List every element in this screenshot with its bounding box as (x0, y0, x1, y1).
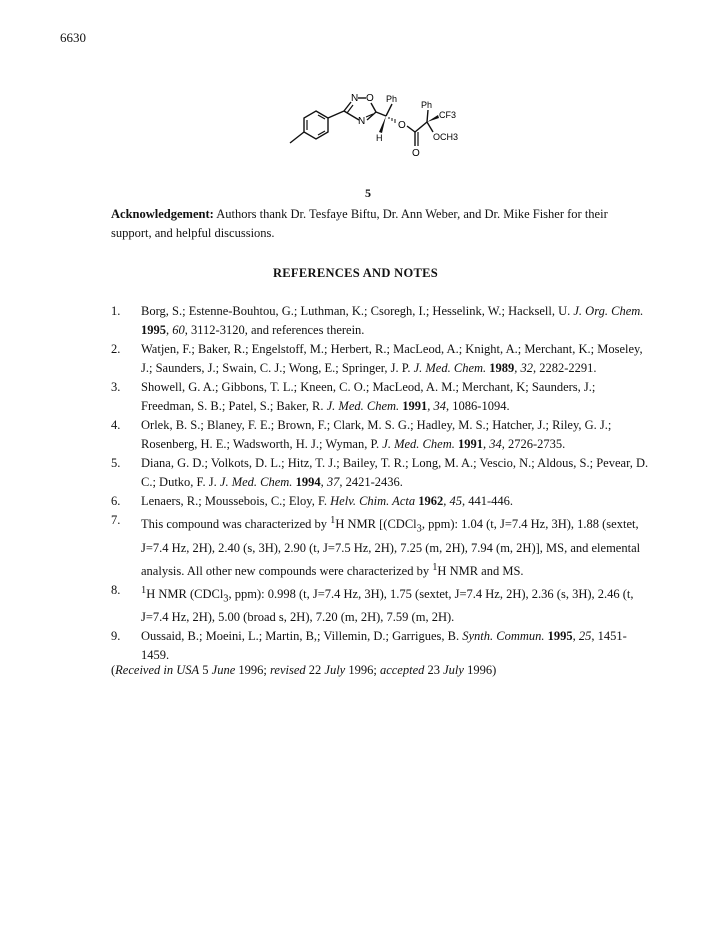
ref-number: 5. (111, 456, 121, 470)
methyl-bond (290, 132, 304, 143)
reference-8: 8. $^1$H NMR (CDCl$_3$, ppm): 0.998 (t, J=7.4 Hz, 3H), 1.75 (sextet, J=7.4 Hz, 2H), 2.36 (s, 3H), 2.46 (t, J=7.4 Hz, 2H), 5.00 (broad s, 2H), 7.20 (m, 2H), 7.59 (m, 2H). (111, 582, 634, 625)
ref-number: 1. (111, 304, 121, 318)
atom-n1: N (351, 93, 359, 104)
compound-number: 5 (365, 186, 371, 200)
references-heading: REFERENCES AND NOTES (272, 266, 439, 280)
ref-number: 3. (111, 380, 121, 394)
reference-3: 3. Showell, G. A.; Gibbons, T. L.; Kneen, C. O.; MacLeod, A. M.; Merchant, K; Saunders, J.; Freedman, S. B.; Patel, S.; Baker, R. J. Med. Chem. 1991, 34, 1086-1094. (111, 380, 596, 413)
toluene-ring (304, 111, 328, 139)
hashed-bond (389, 117, 395, 123)
atom-ph1: Ph (386, 94, 398, 104)
wedge-bond-cf3 (427, 115, 439, 122)
atom-h: H (376, 133, 383, 143)
ref-number: 7. (111, 513, 121, 527)
reference-5: 5. Diana, G. D.; Volkots, D. L.; Hitz, T. J.; Bailey, T. R.; Long, M. A.; Vescio, N.; Aldous, S.; Pevear, D. C.; Dutko, F. J. J. Med. Chem. 1994, 37, 2421-2436. (111, 456, 649, 489)
reference-7: 7. This compound was characterized by $^1$H NMR [(CDCl$_3$, ppm): 1.04 (t, J=7.4 Hz, 3H), 1.88 (sextet, J=7.4 Hz, 2H), 2.40 (s, 3H), 2.90 (t, J=7.5 Hz, 2H), 7.25 (m, 2H), 7.94 (m, 2H)], MS, and elemental analysis. All other new compounds were characterized by $^1$H NMR and MS. (111, 513, 641, 578)
acknowledgement-text: Authors thank Dr. Tesfaye Biftu, Dr. Ann Weber, and Dr. Mike Fisher for their support, and helpful discussions. (111, 207, 608, 240)
reference-1: 1. Borg, S.; Estenne-Bouhtou, G.; Luthman, K.; Csoregh, I.; Hesselink, W.; Hacksell, U. J. Org. Chem. 1995, 60, 3112-3120, and references therein. (111, 304, 644, 337)
wedge-bond (379, 116, 386, 133)
reference-4: 4. Orlek, B. S.; Blaney, F. E.; Brown, F.; Clark, M. S. G.; Hadley, M. S.; Hatcher, J.; Riley, G. J.; Rosenberg, H. E.; Wadsworth, H. J.; Wyman, P. J. Med. Chem. 1991, 34, 2726-2735. (111, 418, 612, 451)
page-number: 6630 (60, 30, 86, 45)
acknowledgement (111, 205, 631, 243)
atom-ph2: Ph (421, 100, 433, 110)
atom-och3: OCH3 (433, 132, 459, 142)
ref-number: 2. (111, 342, 121, 356)
atom-cf3: CF3 (439, 110, 457, 120)
received-dates: (Received in USA 5 June 1996; revised 22 July 1996; accepted 23 July 1996) (111, 663, 497, 677)
ref-number: 6. (111, 494, 121, 508)
ref-number: 9. (111, 629, 121, 644)
atom-n2: N (358, 116, 366, 127)
reference-9: 9. Oussaid, B.; Moeini, L.; Martin, B,; Villemin, D.; Garrigues, B. Synth. Commun. 1995, 25, 1451-1459. (111, 629, 627, 663)
chemical-structure (278, 88, 488, 178)
reference-2: 2. Watjen, F.; Baker, R.; Engelstoff, M.; Herbert, R.; MacLeod, A.; Knight, A.; Merchant, K.; Moseley, J.; Saunders, J.; Swain, C. J.; Wong, E.; Springer, J. P. J. Med. Chem. 1989, 32, 2282-2291. (111, 342, 643, 375)
atom-o1: O (366, 93, 374, 104)
ref-number: 4. (111, 418, 121, 432)
references-list (111, 302, 651, 665)
atom-o-carbonyl: O (412, 148, 420, 159)
reference-6: 6. Lenaers, R.; Moussebois, C.; Eloy, F. Helv. Chim. Acta 1962, 45, 441-446. (111, 492, 651, 511)
atom-o-ester: O (398, 120, 406, 131)
ref-number: 8. (111, 582, 121, 597)
acknowledgement-label: Acknowledgement: (111, 207, 214, 221)
